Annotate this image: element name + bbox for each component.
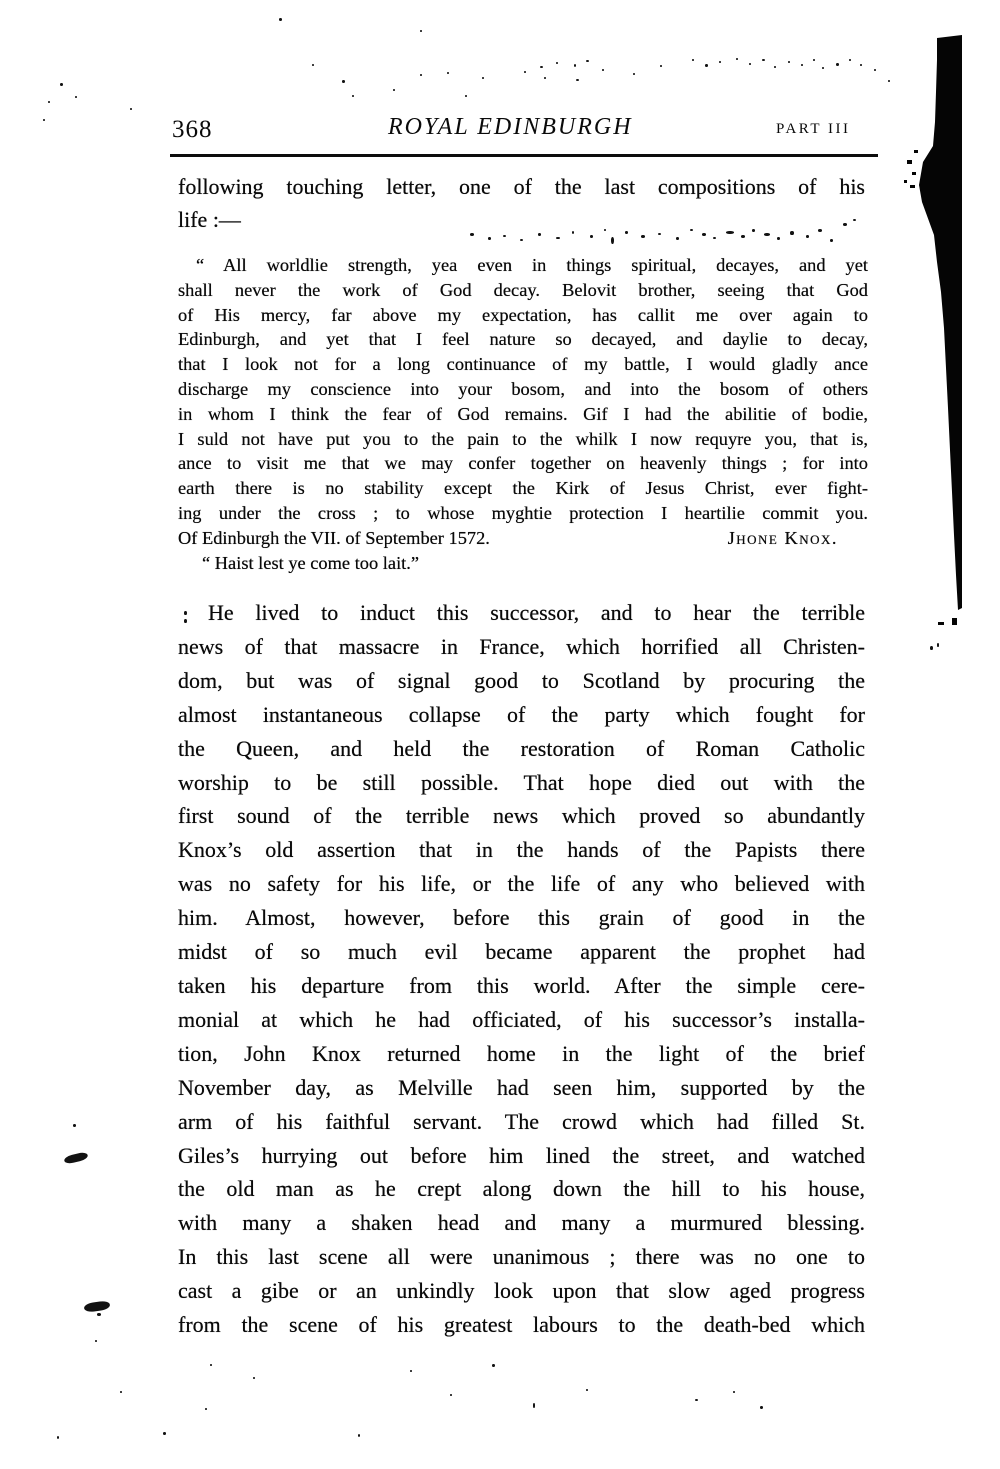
scan-speckle [465,95,467,97]
scan-speckle [830,239,833,242]
scan-speckle [788,61,790,63]
text-line: that I look not for a long continuance of my battle, I would gladly ance [178,354,868,375]
scan-speckle [762,59,765,61]
text-line: I suld not have put you to the pain to the whilk I now requyre you, that is, [178,428,868,449]
text-line: worship to be still possible. That hope died out with the [178,769,865,795]
scan-speckle [120,1391,122,1393]
scan-speckle [660,65,662,67]
scan-speckle [63,1151,88,1165]
scan-speckle [874,69,876,71]
letter-signature: Jhone Knox. [727,527,838,548]
scan-speckle [705,64,708,67]
scan-speckle [849,59,851,61]
scan-speckle [48,101,50,103]
scan-speckle [658,233,661,235]
scan-speckle [777,237,780,240]
scan-speckle [342,80,345,83]
scan-speckle [690,229,693,231]
scan-speckle [719,61,721,63]
scan-speckle [488,237,491,240]
scan-speckle [358,1434,360,1437]
scan-speckle [482,77,484,79]
text-line: cast a gibe or an unkindly look upon that slow aged progress [178,1278,865,1304]
scan-speckle [210,1364,212,1366]
scan-speckle [822,67,824,69]
scan-speckle [576,79,579,81]
scan-speckle [764,233,770,236]
scan-speckle [352,95,354,97]
scan-speckle [590,235,593,238]
scan-speckle [447,72,449,74]
scan-speckle [84,1300,111,1313]
scan-speckle [806,235,809,238]
scan-speckle [253,1377,255,1379]
scan-speckle [420,74,422,76]
scan-speckle [853,219,856,221]
scan-speckle [726,231,734,234]
text-line: midst of so much evil became apparent the prophet had [178,939,865,965]
scan-speckle [60,83,63,86]
scan-speckle [641,235,645,238]
text-line: almost instantaneous collapse of the party which fought for [178,701,865,727]
scan-speckle [163,1432,166,1435]
scan-speckle [818,229,822,232]
text-line: taken his departure from this world. After the simple cere- [178,972,865,998]
scan-speckle [741,235,745,238]
scan-speckle [888,80,890,82]
text-line: arm of his faithful servant. The crowd which had filled St. [178,1108,865,1134]
text-line: of His mercy, far above my expectation, has callit me over again to [178,304,868,325]
text-line: In this last scene all were unanimous ; there was no one to [178,1244,865,1270]
scan-speckle [205,1408,207,1410]
scan-speckle [836,63,839,66]
scan-speckle [801,64,803,66]
scan-speckle [544,77,546,79]
part-label: PART III [776,121,851,137]
text-line: tion, John Knox returned home in the light of the brief [178,1040,865,1066]
scan-speckle [556,62,558,64]
scan-speckle [410,1370,412,1372]
page-number: 368 [172,116,213,143]
scan-speckle [733,1391,735,1393]
scan-speckle [749,63,751,65]
letter-blockquote [178,253,868,575]
text-line: him. Almost, however, before this grain of good in the [178,905,865,931]
scan-speckle [586,1389,588,1391]
scan-speckle [602,69,604,71]
text-line: life :— [178,207,241,232]
text-line: shall never the work of God decay. Belovit brother, seeing that God [178,279,868,300]
scan-speckle [520,239,523,241]
scan-speckle [572,231,574,234]
header-rule [170,154,878,157]
scan-speckle [930,646,933,650]
text-line: in whom I think the fear of God remains. Gif I had the abilitie of bodie, [178,403,868,424]
scan-speckle [184,611,187,615]
scan-speckle [843,223,847,226]
scan-speckle [524,71,526,73]
letter-signature-row [178,526,868,551]
main-paragraph [178,596,865,1342]
scan-speckle [130,108,132,110]
text-line: ing under the cross ; to whose myghtie protection I heartilie commit you. [178,502,868,523]
intro-paragraph [178,170,865,236]
text-line: with many a shaken head and many a murmured blessing. [178,1210,865,1236]
scan-speckle [312,64,314,66]
scan-speckle [492,1364,495,1367]
scan-speckle [393,89,395,91]
scan-speckle [760,1406,763,1409]
scan-speckle [574,64,576,67]
scan-speckle [470,233,474,236]
scan-speckle [95,1340,97,1342]
scan-speckle [774,66,776,68]
scan-artifact-right-edge [900,30,970,630]
text-line: ance to visit me that we may confer together on heavenly things ; for into [178,453,868,474]
scan-speckle [57,1436,59,1439]
text-line: Knox’s old assertion that in the hands of the Papists there [178,837,865,863]
scan-speckle [73,1124,76,1127]
text-line: earth there is no stability except the Kirk of Jesus Christ, ever fight- [178,478,868,499]
scan-speckle [184,619,187,623]
scan-speckle [752,229,755,232]
letter-body [178,253,868,526]
scan-speckle [538,233,541,236]
scan-speckle [813,59,815,61]
text-line: news of that massacre in France, which horrified all Christen- [178,633,865,659]
scan-speckle [75,96,77,98]
scan-speckle [586,60,589,62]
scan-speckle [556,237,560,239]
text-line: from the scene of his greatest labours to the death-bed which [178,1312,865,1338]
scan-speckle [611,237,614,244]
scan-speckle [713,237,716,239]
text-line: He lived to induct this successor, and to hear the terrible [208,600,865,625]
text-line: November day, as Melville had seen him, supported by the [178,1074,865,1100]
scan-speckle [43,119,45,121]
scan-speckle [450,1394,452,1396]
scan-speckle [676,237,679,240]
scan-speckle [692,59,694,61]
scan-speckle [790,231,794,235]
scan-speckle [533,1403,535,1408]
scan-speckle [420,30,422,32]
letter-postscript: “ Haist lest ye come too lait.” [202,552,420,573]
scan-speckle [633,73,635,75]
text-line: following touching letter, one of the last compositions of his [178,174,865,199]
text-line: “ All worldlie strength, yea even in things spiritual, decayes, and yet [196,255,868,275]
scan-speckle [279,18,282,21]
text-line: the Queen, and held the restoration of Roman Catholic [178,735,865,761]
text-line: the old man as he crept along down the hill to his house, [178,1176,865,1202]
scan-speckle [736,58,738,60]
scan-speckle [503,235,506,237]
text-line: monial at which he had officiated, of his successor’s installa- [178,1006,865,1032]
scan-speckle [702,233,706,236]
scan-speckle [97,1313,101,1316]
text-line: discharge my conscience into your bosom, and into the bosom of others [178,378,868,399]
text-line: dom, but was of signal good to Scotland by procuring the [178,667,865,693]
scan-speckle [860,64,862,66]
scan-speckle [625,231,628,234]
text-line: Edinburgh, and yet that I feel nature so decayed, and daylie to decay, [178,329,868,350]
scan-speckle [540,66,543,68]
text-line: first sound of the terrible news which proved so abundantly [178,803,865,829]
running-title: ROYAL EDINBURGH [388,114,633,140]
scan-speckle [695,1399,698,1401]
text-line: Giles’s hurrying out before him lined the street, and watched [178,1142,865,1168]
text-line: was no safety for his life, or the life of any who believed with [178,871,865,897]
letter-date: Of Edinburgh the VII. of September 1572. [178,527,490,548]
scan-speckle [937,643,939,647]
scan-speckle [604,229,606,231]
